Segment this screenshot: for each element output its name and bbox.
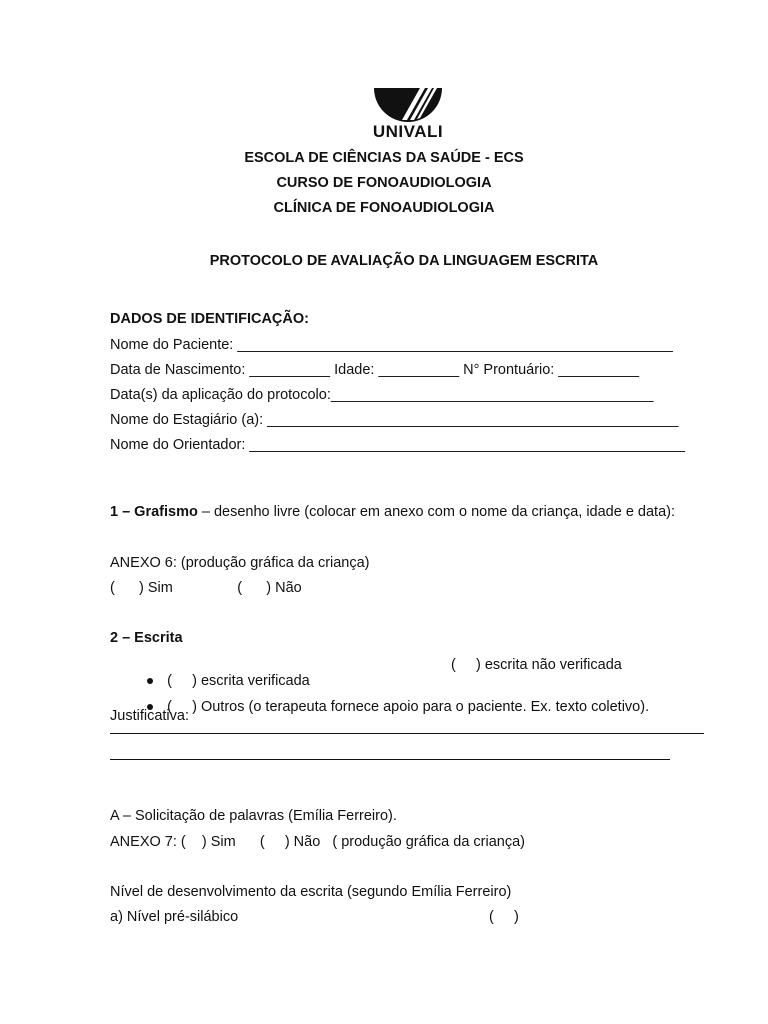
intern-name-field: Nome do Estagiário (a): ___________________________________________________ xyxy=(110,412,679,428)
level-a-label: a) Nível pré-silábico xyxy=(110,909,239,925)
application-date-field: Data(s) da aplicação do protocolo:________________________________________ xyxy=(110,387,654,403)
birth-age-record-field: Data de Nascimento: __________ Idade: __________ N° Prontuário: __________ xyxy=(110,362,640,378)
section-a-annex: ANEXO 7: ( ) Sim ( ) Não ( produção gráfica da criança) xyxy=(110,834,525,850)
justification-line-2 xyxy=(110,759,670,760)
logo-emblem xyxy=(364,86,452,122)
patient-name-field: Nome do Paciente: ______________________________________________________ xyxy=(110,337,673,353)
section1-heading: 1 – Grafismo xyxy=(110,504,198,520)
others-option: ( ) Outros (o terapeuta fornece apoio para o paciente. Ex. texto coletivo). xyxy=(167,699,650,715)
section-a-heading: A – Solicitação de palavras (Emília Ferreiro). xyxy=(110,808,397,824)
section1-options: ( ) Sim ( ) Não xyxy=(110,580,302,596)
list-item xyxy=(131,683,649,731)
clinic-name: CLÍNICA DE FONOAUDIOLOGIA xyxy=(273,200,495,216)
section1-description: – desenho livre (colocar em anexo com o nome da criança, idade e data): xyxy=(197,504,675,520)
section1-annex: ANEXO 6: (produção gráfica da criança) xyxy=(110,555,370,571)
advisor-name-field: Nome do Orientador: ______________________________________________________ xyxy=(110,437,685,453)
level-a-checkbox: ( ) xyxy=(489,909,519,925)
univali-logo xyxy=(364,86,452,142)
justification-label: Justificativa: xyxy=(110,708,189,724)
section1-text xyxy=(110,500,705,525)
course-name: CURSO DE FONOAUDIOLOGIA xyxy=(276,175,492,191)
written-verified-option: ( ) escrita verificada xyxy=(167,673,310,689)
logo-text: UNIVALI xyxy=(372,122,444,141)
section2-heading: 2 – Escrita xyxy=(110,630,183,646)
school-name: ESCOLA DE CIÊNCIAS DA SAÚDE - ECS xyxy=(244,150,524,166)
justification-line-1 xyxy=(110,733,704,734)
protocol-title: PROTOCOLO DE AVALIAÇÃO DA LINGUAGEM ESCRITA xyxy=(209,253,599,269)
identification-heading: DADOS DE IDENTIFICAÇÃO: xyxy=(110,311,309,327)
levels-heading: Nível de desenvolvimento da escrita (segundo Emília Ferreiro) xyxy=(110,884,512,900)
written-not-verified-option: ( ) escrita não verificada xyxy=(451,657,622,673)
